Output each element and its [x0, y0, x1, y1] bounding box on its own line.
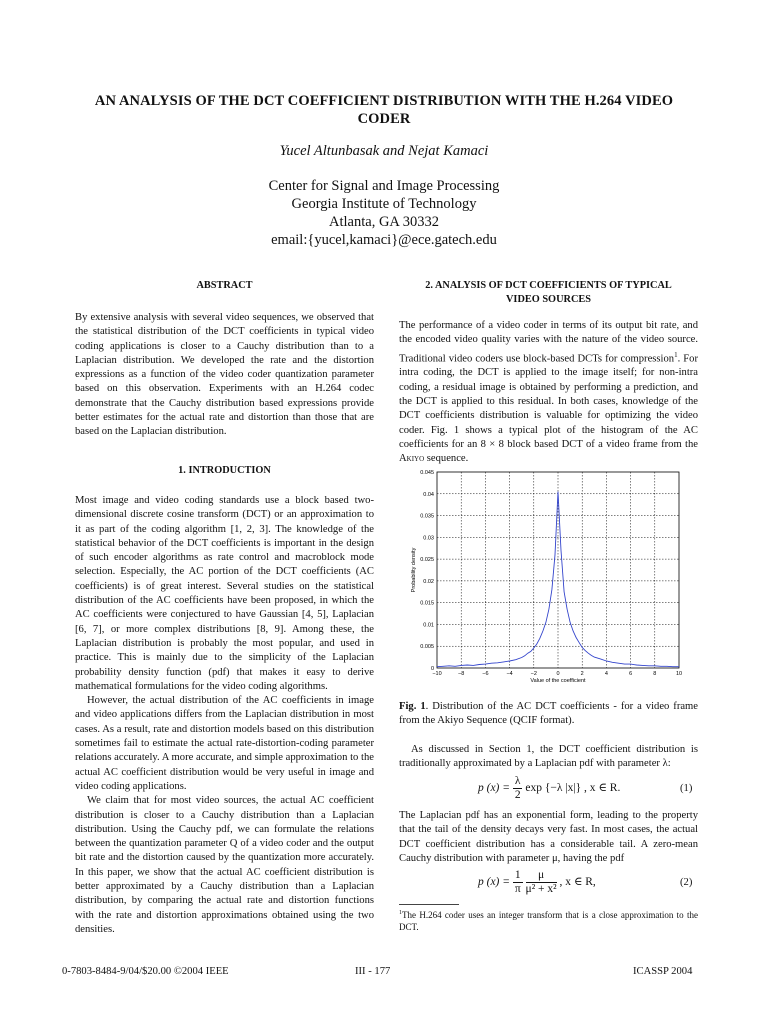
y-tick-label: 0.015: [420, 600, 434, 607]
y-tick-label: 0.045: [420, 470, 434, 476]
x-tick-label: −8: [458, 671, 465, 677]
footnote: $^1$The H.264 coder uses an integer transform that is a close approximation to the DCT.: [399, 910, 698, 932]
x-tick-label: 6: [629, 671, 633, 677]
footnote-rule: [399, 904, 459, 905]
x-tick-label: 8: [653, 671, 657, 677]
y-tick-label: 0.04: [423, 491, 434, 498]
figure-caption: Fig. 1. Distribution of the AC DCT coefficients - for a video frame from the Akiyo Sequence (QCIF format).: [399, 701, 698, 727]
y-tick-label: 0.035: [420, 513, 434, 520]
section2-heading: 2. ANALYSIS OF DCT COEFFICIENTS OF TYPICAL VIDEO SOURCES: [425, 280, 672, 305]
chart-grid: [437, 472, 679, 668]
x-tick-label: 0: [556, 671, 560, 677]
x-axis-label: Value of the coefficient: [530, 678, 586, 684]
authors: Yucel Altunbasak and Nejat Kamaci: [279, 143, 489, 159]
intro-paragraph: We claim that for most video sources, the actual AC coefficient distribution is closer to a Cauchy distribution than a Laplacian distribution. Using the Cauchy pdf, we can formulate the relations between the quantization parameter Q of a video coder and the output bit rate and the distortion caused by the quantization more accurately. In this paper, we show that the actual AC coefficient distribution is better approximated by a Cauchy distribution than a Laplacian distribution, by comparing the actual rate and distortion functions with the rate and distortion approximations obtained using the two densities.: [75, 795, 374, 935]
intro-paragraph: However, the actual distribution of the AC coefficients in image and video applications differs from the Laplacian distribution in most cases. As a result, rate and distortion models based on this distribution sometimes fail to estimate the actual rate-distortion-coding parameter relations accurately. A more accurate, and simple approximation to the actual AC coefficient distribution would be very useful in image and video coding applications.: [75, 695, 374, 792]
equation-1-number: (1): [680, 783, 693, 794]
equation-2-number: (2): [680, 877, 693, 888]
x-tick-label: −2: [530, 671, 537, 677]
footer-page-number: III - 177: [355, 966, 391, 977]
x-tick-label: 10: [675, 671, 683, 677]
section2-paragraph-2: As discussed in Section 1, the DCT coefficient distribution is traditionally approximated by a Laplacian pdf with parameter λ:: [399, 744, 698, 770]
footer-right: ICASSP 2004: [633, 966, 693, 977]
abstract-heading: ABSTRACT: [196, 280, 253, 291]
abstract-body: [75, 311, 374, 440]
section2-body: [399, 319, 698, 467]
x-tick-label: −4: [506, 671, 513, 677]
affiliation-line: Center for Signal and Image Processing: [268, 178, 500, 194]
y-axis-label: Probability density: [411, 547, 417, 593]
y-tick-label: 0.03: [423, 535, 434, 542]
x-tick-label: 4: [604, 671, 608, 677]
y-tick-label: 0.02: [423, 578, 434, 585]
paper-title: AN ANALYSIS OF THE DCT COEFFICIENT DISTRIBUTION WITH THE H.264 VIDEO CODER: [94, 93, 674, 127]
abstract-text: By extensive analysis with several video sequences, we observed that the statistical distribution of the DCT coefficients in typical video coding applications is closer to a Cauchy distribution than to a Laplacian distribution. We developed the rate and the distortion expressions as a function of the video coder quantization parameter based on this observation. Experiments with an H.264 codec demonstrate that the Cauchy distribution based expressions provide better estimates for the actual rate and distortion than those that are based on the Laplacian distribution.: [75, 312, 374, 438]
section2-paragraph-3: The Laplacian pdf has an exponential form, leading to the property that the tail of the density decays very fast. In most cases, the actual DCT coefficient distribution has a considerable tail. A zero-mean Cauchy distribution with parameter μ, having the pdf: [399, 810, 698, 864]
y-tick-label: 0.025: [420, 557, 434, 564]
equation-1: p (x) = $\frac{\lambda}{2}$ exp {−λ |x|} , x ∈ R.: [478, 775, 621, 801]
footer-left: 0-7803-8484-9/04/$20.00 ©2004 IEEE: [62, 966, 229, 977]
x-tick-label: −6: [482, 671, 489, 677]
affiliation: [0, 177, 768, 249]
x-tick-label: 2: [580, 671, 584, 677]
affiliation-line: Georgia Institute of Technology: [291, 196, 477, 212]
histogram-chart: [404, 462, 694, 712]
y-tick-label: 0.01: [423, 622, 434, 629]
intro-body: [75, 494, 374, 937]
equation-2: p (x) = $\frac{1}{\pi}$ $\frac{\mu}{\text{μ² + x²}}$ , x ∈ R,: [478, 869, 596, 895]
x-tick-label: −10: [432, 671, 442, 677]
chart-ticks: [420, 470, 682, 677]
affiliation-line: Atlanta, GA 30332: [329, 214, 439, 230]
plot-frame: [437, 472, 679, 668]
y-tick-label: 0: [430, 666, 434, 672]
intro-heading: 1. INTRODUCTION: [178, 465, 271, 476]
affiliation-email: email:{yucel,kamaci}@ece.gatech.edu: [271, 232, 497, 248]
y-tick-label: 0.005: [420, 644, 434, 651]
section2-paragraph: The performance of a video coder in terms of its output bit rate, and the encoded video quality varies with the nature of the video source. Traditional video coders use block-based DCTs for compression$^1$. For intra coding, the DCT is applied to the image itself; for non-intra coding, a residual image is obtained by performing a prediction, and the DCT is applied to this residual. In both cases, knowledge of the DCT coefficients distribution is valuable for optimizing the video coder. Fig. 1 shows a typical plot of the histogram of the AC coefficients for an 8 × 8 block based DCT of a video frame from the Akiyo sequence.: [399, 320, 699, 465]
intro-paragraph: Most image and video coding standards use a block based two-dimensional discrete cosine transform (DCT) or an approximation to it as part of the coding algorithm [1, 2, 3]. The knowledge of the statistical behavior of the DCT coefficients is important in the design of such encoder algorithms as rate control and macroblock mode selection. Especially, the AC portion of the DCT coefficients (AC coefficients) is of great interest. Several studies on the statistical distribution of the AC coefficients have been proposed, in which the AC coefficients were conjectured to have Gaussian [4, 5], Laplacian [6, 7], or more complex distributions [8, 9]. Among these, the Laplacian distribution is probably the most popular, and used in practice. This is mainly due to the simplicity of the Laplacian probability density function (pdf) that makes it easy to derive mathematical formulations for the video coding algorithms.: [75, 495, 374, 692]
